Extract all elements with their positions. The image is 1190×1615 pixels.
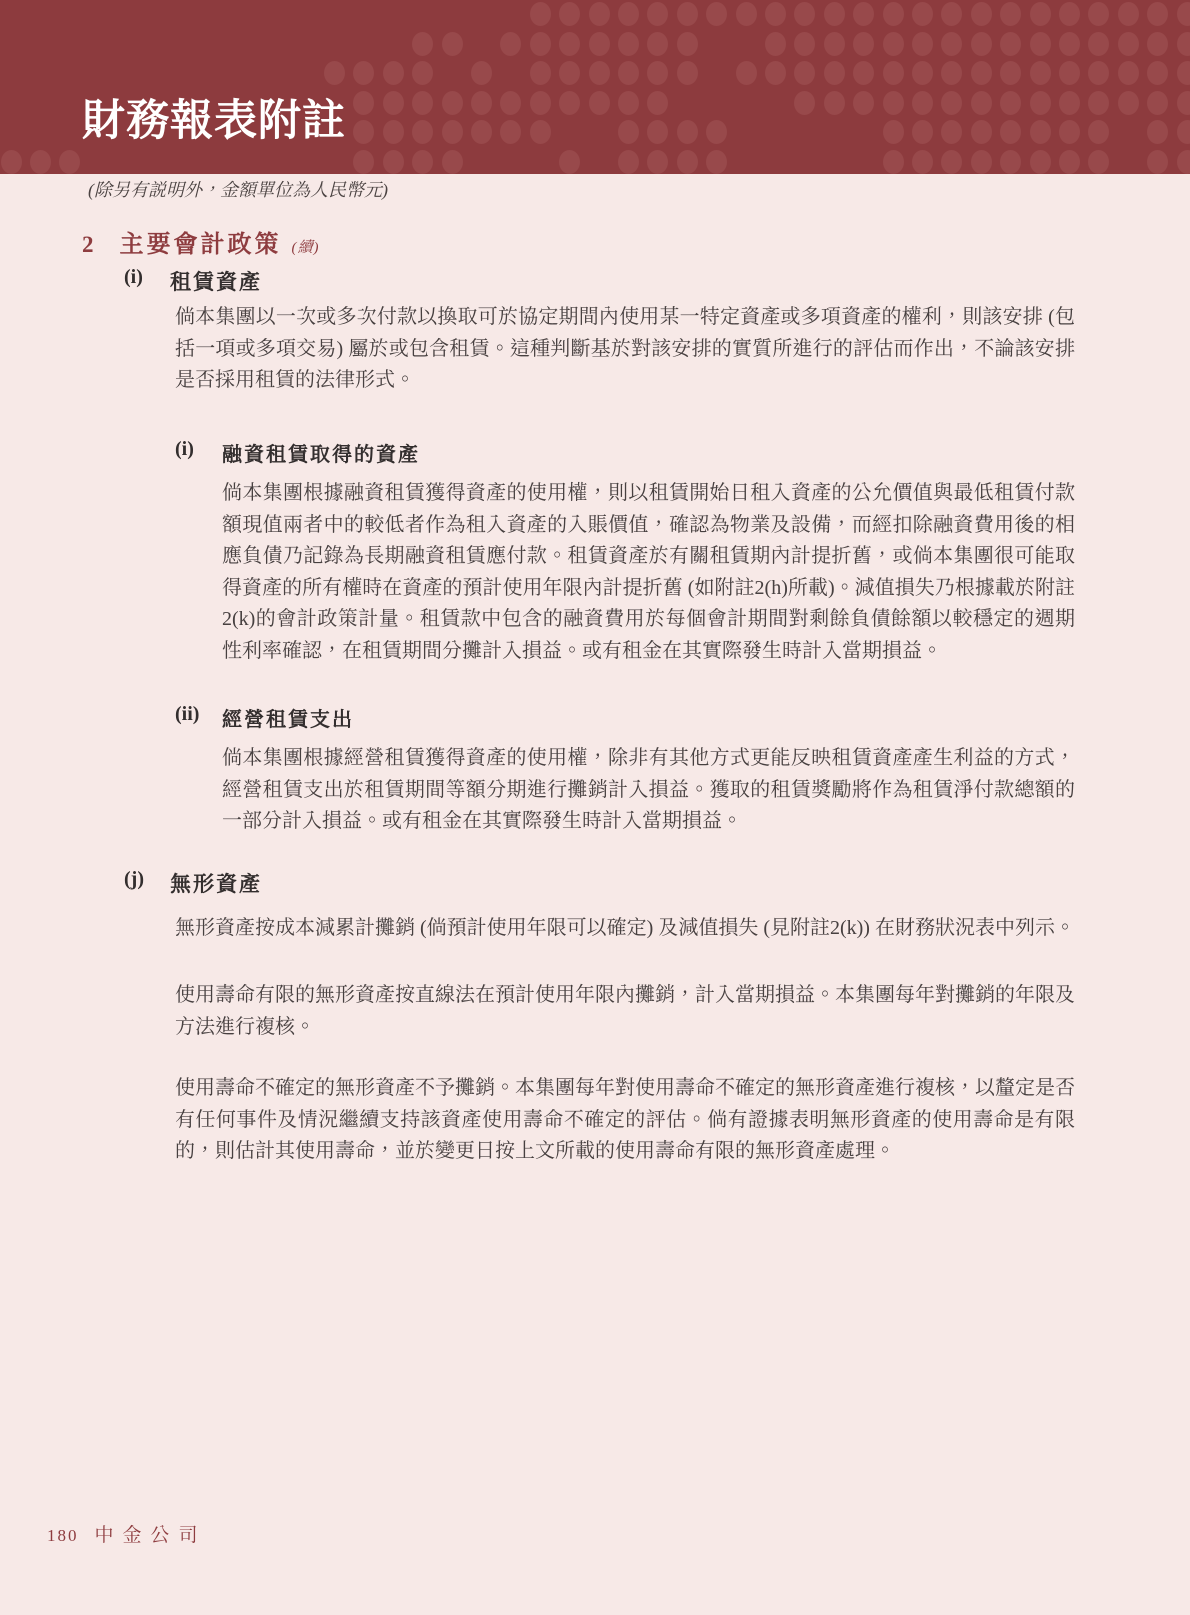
banner-dot [1030,32,1051,56]
banner-dot [912,2,933,26]
banner-dot [1030,2,1051,26]
subsection-j-heading [124,868,1074,898]
banner-dot [1118,32,1139,56]
banner-dot [530,91,551,115]
banner-dot [883,91,904,115]
banner-dot [618,120,639,144]
banner-dot [500,120,521,144]
banner-dot [530,120,551,144]
banner-dot [1118,91,1139,115]
banner-dot [1088,61,1109,85]
banner-dot [324,61,345,85]
banner-dot [559,91,580,115]
banner-dot [412,91,433,115]
banner-dot [1118,61,1139,85]
banner-dot [824,91,845,115]
subsection-j-label: (j) [124,868,144,890]
banner-dot [59,150,80,174]
banner-dot [500,32,521,56]
banner-dot [853,2,874,26]
banner-dot [647,2,668,26]
banner-dot [1177,120,1190,144]
banner-dot [706,120,727,144]
subsection-i-title: 租賃資產 [170,270,262,294]
banner-dot [883,150,904,174]
banner-dot [353,150,374,174]
banner-dot [1147,150,1168,174]
banner-dot [618,2,639,26]
banner-dot [442,91,463,115]
banner-dot [589,32,610,56]
banner-dot [883,61,904,85]
banner-dot [1000,61,1021,85]
banner-dot [736,61,757,85]
banner-dot [765,2,786,26]
banner-dot [1088,2,1109,26]
banner-dot [589,91,610,115]
banner-dot [794,32,815,56]
banner-dot [824,61,845,85]
banner-dot [1147,2,1168,26]
banner-dot [736,2,757,26]
banner-dot [912,91,933,115]
banner-dot [706,150,727,174]
footer-company-name: 中金公司 [94,1525,207,1546]
subsection-i-paragraph: 倘本集團以一次或多次付款以換取可於協定期間內使用某一特定資產或多項資產的權利，則該安排 (包括一項或多項交易) 屬於或包含租賃。這種判斷基於對該安排的實質所進行的評估而作出，不論該安排是否採用租賃的法律形式。 [175,306,1075,392]
banner-dot [353,120,374,144]
banner-dot [971,150,992,174]
banner-dot [1000,150,1021,174]
banner-dot [1059,91,1080,115]
page-banner [0,0,1190,174]
banner-dot [412,120,433,144]
banner-dot [559,150,580,174]
banner-dot [589,61,610,85]
banner-dot [853,32,874,56]
banner-dot [1177,150,1190,174]
banner-dot [1177,61,1190,85]
banner-dot [30,150,51,174]
banner-dot [1177,2,1190,26]
banner-dot [647,32,668,56]
banner-dot [971,2,992,26]
banner-dot [1059,32,1080,56]
banner-dot [941,150,962,174]
subsection-j-paragraph-3: 使用壽命不確定的無形資產不予攤銷。本集團每年對使用壽命不確定的無形資產進行複核，以釐定是否有任何事件及情況繼續支持該資產使用壽命不確定的評估。倘有證據表明無形資產的使用壽命是有限的，則估計其使用壽命，並於變更日按上文所載的使用壽命有限的無形資產處理。 [175,1077,1075,1163]
banner-dot [559,32,580,56]
banner-dot [530,2,551,26]
banner-dot [971,61,992,85]
banner-dot [618,61,639,85]
banner-dot [1030,91,1051,115]
sub-subsection-i-title: 融資租賃取得的資產 [222,444,420,466]
subsection-j-paragraph-2: 使用壽命有限的無形資產按直線法在預計使用年限內攤銷，計入當期損益。本集團每年對攤銷的年限及方法進行複核。 [175,984,1075,1038]
banner-dot [1177,32,1190,56]
banner-dot [912,32,933,56]
banner-dot [824,32,845,56]
banner-dot [647,91,668,115]
banner-dot [471,61,492,85]
banner-dot [383,61,404,85]
banner-dot [941,91,962,115]
banner-dot [677,150,698,174]
banner-dot [1147,32,1168,56]
banner-dot [530,32,551,56]
banner-dot [647,120,668,144]
banner-dot [941,120,962,144]
subsection-j-paragraph-1: 無形資產按成本減累計攤銷 (倘預計使用年限可以確定) 及減值損失 (見附註2(k)) 在財務狀況表中列示。 [175,917,1075,939]
banner-dot [1000,120,1021,144]
sub-subsection-ii-paragraph: 倘本集團根據經營租賃獲得資產的使用權，除非有其他方式更能反映租賃資產產生利益的方式，經營租賃支出於租賃期間等額分期進行攤銷計入損益。獲取的租賃獎勵將作為租賃淨付款總額的一部分計入損益。或有租金在其實際發生時計入當期損益。 [222,747,1075,833]
sub-subsection-ii-label: (ii) [175,703,200,725]
banner-dot [412,61,433,85]
banner-dot [589,2,610,26]
banner-dot [1147,91,1168,115]
footer-page-number: 180 [47,1526,79,1545]
banner-dot [353,91,374,115]
banner-dot [383,120,404,144]
banner-dot [618,32,639,56]
banner-dot [1059,150,1080,174]
sub-subsection-i-label: (i) [175,438,194,460]
banner-dot [853,91,874,115]
banner-dot [794,61,815,85]
page-title: 財務報表附註 [82,98,346,145]
banner-dot [971,91,992,115]
banner-dot [412,32,433,56]
banner-dot [677,120,698,144]
banner-dot [971,32,992,56]
banner-dot [1118,2,1139,26]
banner-dot [353,61,374,85]
sub-subsection-ii-heading [175,703,1075,732]
banner-dot [912,120,933,144]
banner-dot [941,61,962,85]
banner-dot [971,120,992,144]
banner-dot [559,61,580,85]
banner-dot [1000,91,1021,115]
banner-dot [1059,61,1080,85]
banner-dot [647,61,668,85]
banner-dot [765,32,786,56]
banner-dot [853,61,874,85]
banner-dot [1030,61,1051,85]
banner-dot [1,150,22,174]
banner-dot [883,32,904,56]
banner-dot [706,2,727,26]
subsection-i-label: (i) [124,266,143,288]
banner-dot [1088,150,1109,174]
banner-dot [794,2,815,26]
banner-dot [1059,2,1080,26]
banner-dot [941,32,962,56]
section-heading [82,224,982,259]
banner-dot [442,120,463,144]
banner-dot [883,2,904,26]
section-continued-label: (續) [291,240,320,256]
banner-dot [1088,91,1109,115]
banner-dot [1000,32,1021,56]
page-footer [47,1520,207,1547]
banner-dot [677,61,698,85]
banner-dot [383,91,404,115]
banner-dot [677,32,698,56]
banner-dot [1000,2,1021,26]
banner-dot [765,61,786,85]
banner-dot [383,150,404,174]
banner-dot [941,2,962,26]
section-title: 主要會計政策 [119,232,282,258]
sub-subsection-i-heading [175,438,1075,467]
sub-subsection-i-paragraph: 倘本集團根據融資租賃獲得資產的使用權，則以租賃開始日租入資產的公允價值與最低租賃付款額現值兩者中的較低者作為租入資產的入賬價值，確認為物業及設備，而經扣除融資費用後的相應負債乃記錄為長期融資租賃應付款。租賃資產於有關租賃期內計提折舊，或倘本集團很可能取得資產的所有權時在資產的預計使用年限內計提折舊 (如附註2(h)所載)。減值損失乃根據載於附註2(k)的會計政策計量。租賃款中包含的融資費用於每個會計期間對剩餘負債餘額以較穩定的週期性利率確認，在租賃期間分攤計入損益。或有租金在其實際發生時計入當期損益。 [222,482,1075,662]
banner-dot [412,150,433,174]
banner-dot [442,32,463,56]
banner-dot [677,2,698,26]
banner-dot [1088,120,1109,144]
banner-dot [912,61,933,85]
banner-dot [794,91,815,115]
section-number: 2 [82,232,94,257]
sub-subsection-ii-title: 經營租賃支出 [222,709,354,731]
banner-dot [1059,120,1080,144]
page-subtitle: (除另有説明外，金額單位為人民幣元) [88,180,388,200]
banner-dot [1030,120,1051,144]
banner-dot [1147,120,1168,144]
banner-dot [618,91,639,115]
banner-dot [912,150,933,174]
banner-dot [1030,150,1051,174]
banner-dot [471,120,492,144]
banner-dot [1147,61,1168,85]
subsection-i-heading [124,266,1074,296]
banner-dot [500,91,521,115]
banner-dot [530,61,551,85]
banner-dot [647,150,668,174]
banner-dot [824,2,845,26]
banner-dot [559,2,580,26]
banner-dot [1088,32,1109,56]
banner-dot [442,150,463,174]
banner-dot [883,120,904,144]
banner-dot [1177,91,1190,115]
banner-dot [471,91,492,115]
banner-dot [618,150,639,174]
subsection-j-title: 無形資產 [170,872,262,896]
